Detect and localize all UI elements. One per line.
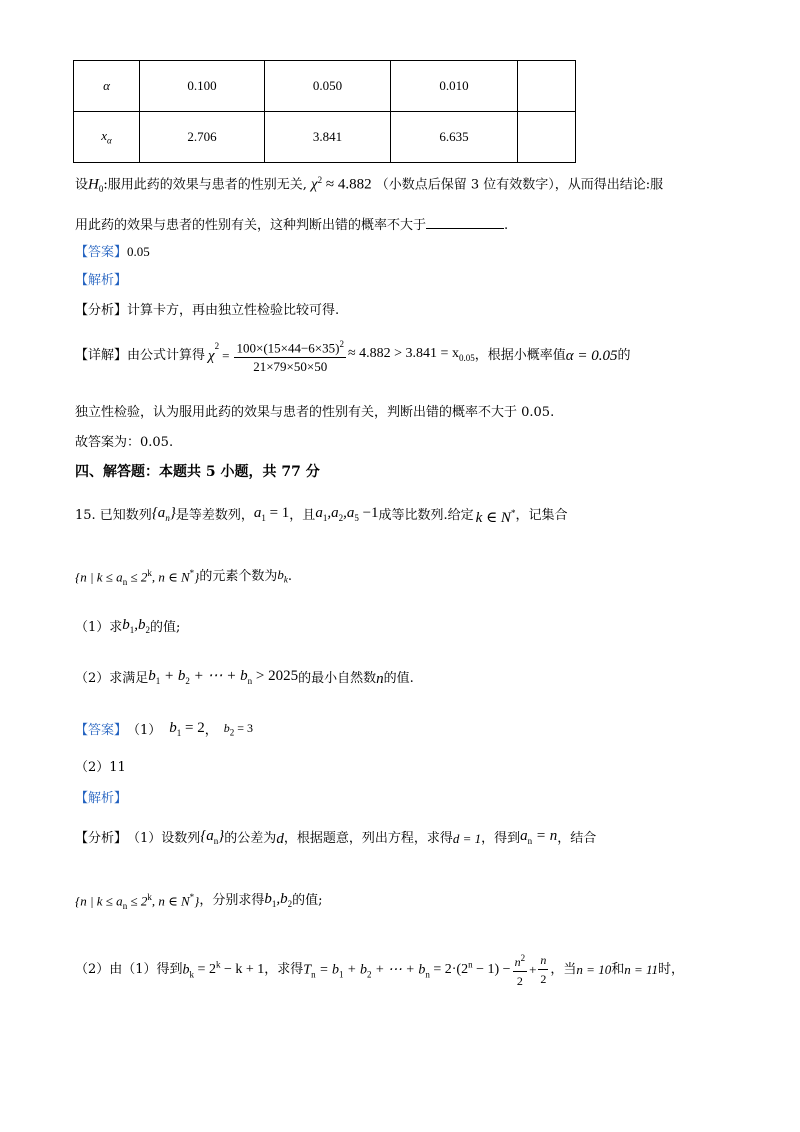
answer-label: 【答案】 (75, 722, 128, 738)
q15-line2: {n | $k \le a_n \le 2^k$, n ∈ N*} 的元素个数为 $b_k$ . (75, 565, 292, 590)
answer-value: 0.05 (127, 244, 150, 259)
q14-line2 (75, 216, 508, 234)
text: ，根据小概率值 (474, 347, 566, 363)
table-cell: 6.635 (391, 112, 518, 163)
q14-detail-line2: 独立性检验，认为服用此药的效果与患者的性别有关，判断出错的概率不大于 0.05. (75, 405, 555, 420)
q14-conclusion: 故答案为：0.05. (75, 435, 174, 450)
q15-answer2: （2）11 (75, 760, 126, 775)
q15-part1: （1）求 $b_1,b_2$ 的值; (75, 617, 181, 635)
q15-analysis-line3: （2）由（1）得到 $b_k = 2^k - k + 1$ ，求得 $T_n = b_1 + b_2$ + ⋯ + $b_n = 2\cdot(2^n - 1)$ − $\frac{n^2}{2}$ + $\frac{n}{2}$ ，当 n = 10 和 n = 11 时， (75, 950, 684, 989)
answer-label: 【答案】 (75, 245, 128, 260)
h0-symbol: H (88, 176, 99, 193)
q15-analysis-line1: 【分析】 （1）设数列 $\{a_n\}$ 的公差为 d ，根据题意，列出方程，求得 d = 1 ，得到 $a_n = n$ ，结合 (75, 828, 597, 847)
seq-an: $\{a_n\}$ (151, 505, 176, 523)
text: 设 (75, 177, 89, 193)
table-cell: 2.706 (140, 112, 265, 163)
table-row (74, 61, 576, 112)
geometric-terms: $a_1,a_2,a_5 -1$ (315, 505, 379, 523)
chi-sup: 2 (317, 175, 323, 185)
chi-symbol: χ (208, 347, 215, 364)
critical-value-table (73, 60, 576, 163)
text: 用此药的效果与患者的性别有关，这种判断出错的概率不大于 (75, 218, 427, 233)
a1-equation: $a_1 = 1$ (253, 505, 290, 523)
fraction-denominator: 21×79×50×50 (253, 359, 328, 375)
analysis-label: 【分析】 (75, 303, 128, 318)
q14-line1 (75, 172, 663, 197)
text: . (504, 218, 509, 233)
table-cell: 0.100 (140, 61, 265, 112)
alpha-subscript: α (107, 135, 112, 146)
chi-sup: 2 (214, 341, 220, 351)
table-head-cell: α (74, 61, 140, 112)
chi-comparison: ≈ $4.882 > 3.841 = x_{0.05}$ (347, 345, 475, 363)
analysis-label: 【分析】 (75, 830, 128, 846)
table-cell (518, 112, 576, 163)
text: :服用此药的效果与患者的性别无关, (103, 177, 307, 193)
bk: $b_k$ (277, 567, 288, 585)
q15-answer: 【答案】 （1） $b_1 = 2$ ， $b_2 = 3$ (75, 720, 254, 738)
table-head-cell (74, 112, 140, 163)
section-title: 四、解答题：本题共 5 小题，共 77 分 (75, 464, 320, 480)
answer-blank (426, 216, 504, 229)
chi-value: ≈ 4.882 (322, 176, 372, 193)
q14-detail: 【详解】 由公式计算得 χ $^2$ = $\frac{100\times(15\times 44-6\times 35)^2}{21\times 79\times 50\times 50}$ ≈ $4.882 > 3.841 = x_{0.05}$ ，根据小概率值 α = 0.05 的 (75, 336, 630, 375)
q14-answer (75, 244, 150, 261)
chi-symbol: χ (311, 176, 318, 193)
q14-analysis (75, 303, 339, 319)
h0-sub: 0 (98, 183, 104, 194)
table-row (74, 112, 576, 163)
text: 由公式计算得 (127, 347, 206, 363)
alpha-value: α = 0.05 (565, 347, 618, 364)
jiexi-label: 【解析】 (75, 791, 128, 806)
k-in-n: k ∈ N* (475, 508, 516, 526)
table-cell: 3.841 (265, 112, 391, 163)
set-definition: {n | $k \le a_n \le 2^k$, n ∈ N*} (75, 568, 200, 587)
table-cell: 0.050 (265, 61, 391, 112)
text: 计算卡方，再由独立性检验比较可得. (127, 303, 340, 318)
chi-fraction (234, 336, 345, 375)
text: 的 (617, 347, 631, 363)
q15-analysis-line2: {n | $k \le a_n \le 2^k$, n ∈ N*} ，分别求得 $b_1,b_2$ 的值; (75, 890, 323, 911)
x-symbol: x (101, 128, 108, 144)
detail-label: 【详解】 (75, 347, 128, 363)
table-cell: 0.010 (391, 61, 518, 112)
jiexi-label: 【解析】 (75, 273, 128, 288)
fraction-numerator: $100\times(15\times 44-6\times 35)^2$ (234, 336, 345, 358)
q15-part2: （2）求满足 $b_1 + b_2$ + ⋯ + $b_n > 2025$ 的最小自然数 n 的值. (75, 668, 414, 687)
table-cell (518, 61, 576, 112)
text: （小数点后保留 3 位有效数字），从而得出结论:服 (375, 177, 664, 193)
q15-line1: 15. 已知数列 $\{a_n\}$ 是等差数列， $a_1 = 1$ ，且 $a_1,a_2,a_5 -1$ 成等比数列.给定 k ∈ N* ，记集合 (75, 505, 568, 526)
